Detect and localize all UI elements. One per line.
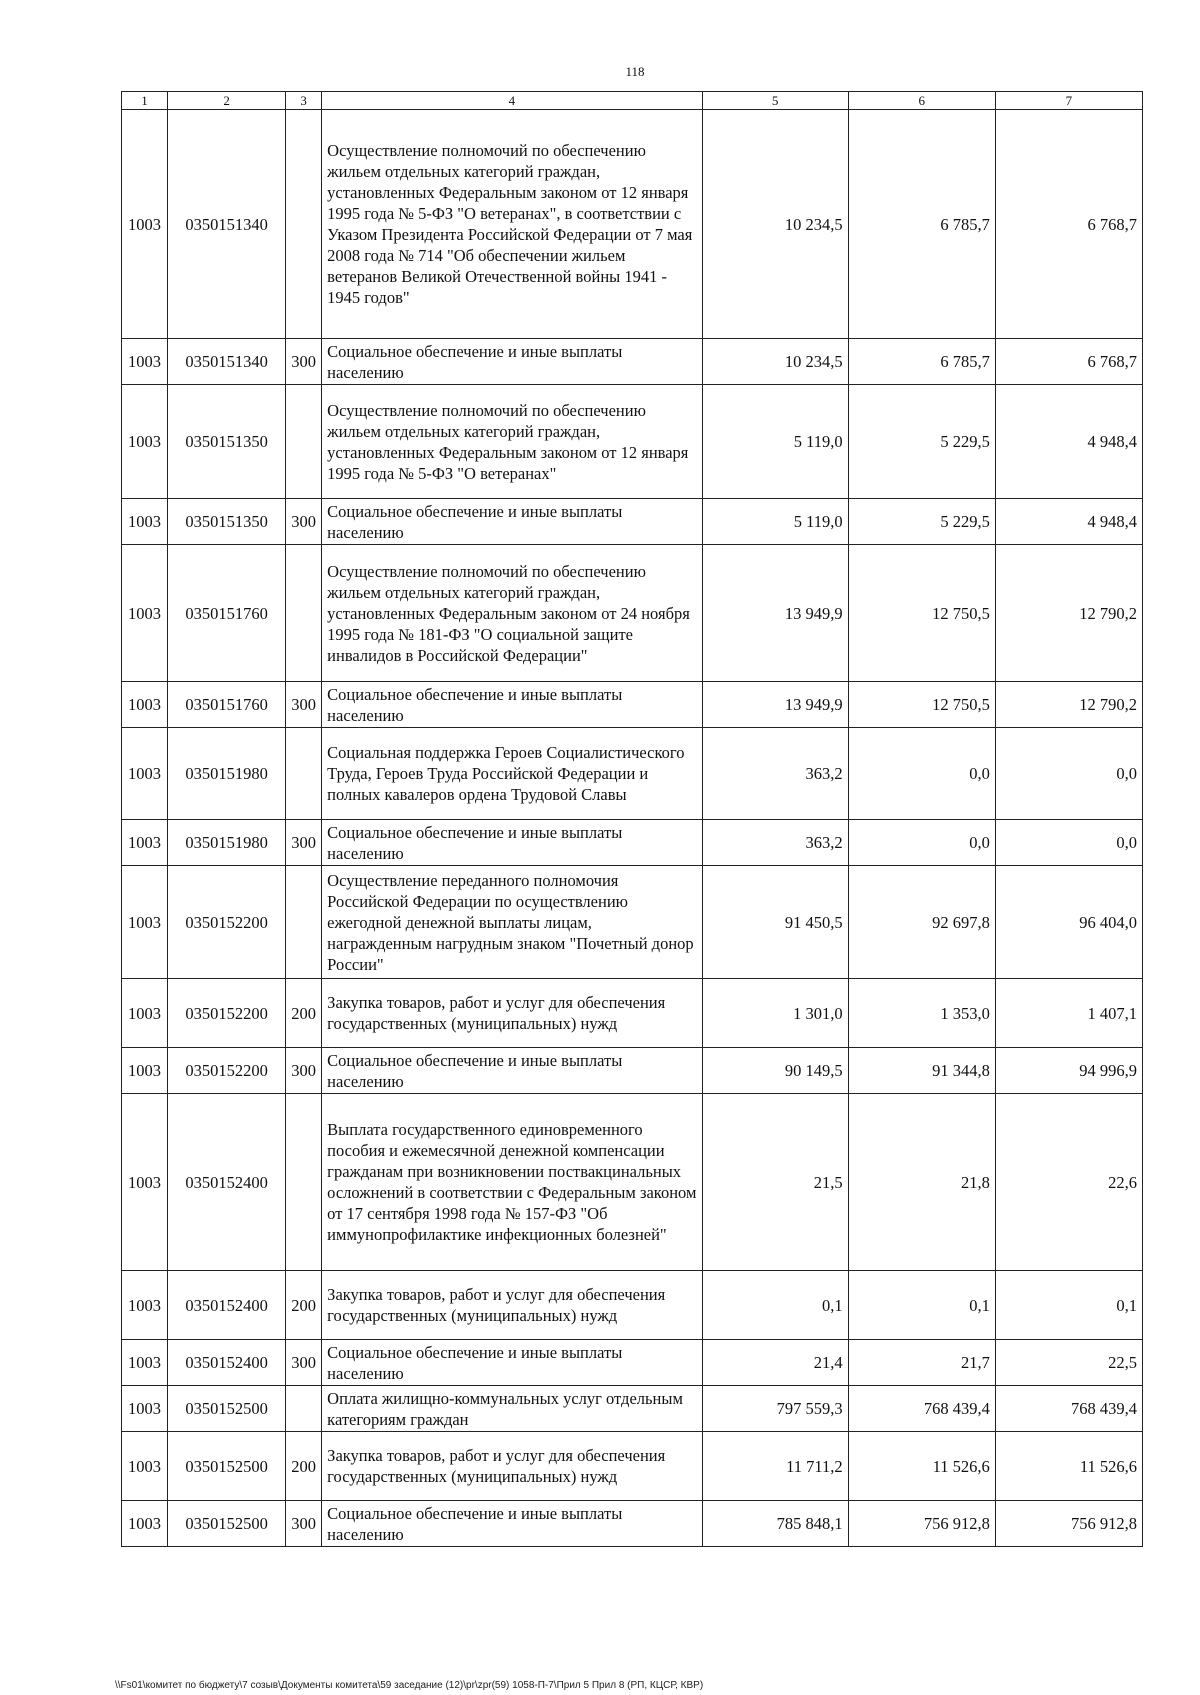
expense-type-code: 300 bbox=[286, 499, 322, 545]
expense-type-code: 300 bbox=[286, 682, 322, 728]
amount-col5: 91 450,5 bbox=[702, 866, 848, 979]
amount-col7: 0,1 bbox=[995, 1271, 1142, 1340]
amount-col7: 12 790,2 bbox=[995, 682, 1142, 728]
section-code: 1003 bbox=[122, 682, 168, 728]
table-row bbox=[122, 339, 1143, 385]
footer-file-path: \\Fs01\комитет по бюджету\7 созыв\Документы комитета\59 заседание (12)\pr\zpr(59) 1058-П-7\Прил 5 Прил 8 (РП, КЦСР, КВР) bbox=[115, 1680, 704, 1691]
amount-col5: 10 234,5 bbox=[702, 339, 848, 385]
amount-col7: 96 404,0 bbox=[995, 866, 1142, 979]
amount-col5: 90 149,5 bbox=[702, 1048, 848, 1094]
expense-type-code bbox=[286, 385, 322, 499]
table-row bbox=[122, 1094, 1143, 1271]
expense-type-code: 300 bbox=[286, 339, 322, 385]
expense-type-code: 300 bbox=[286, 820, 322, 866]
table-row bbox=[122, 110, 1143, 339]
amount-col6: 21,8 bbox=[848, 1094, 995, 1271]
table-row bbox=[122, 1340, 1143, 1386]
amount-col7: 94 996,9 bbox=[995, 1048, 1142, 1094]
section-code: 1003 bbox=[122, 1048, 168, 1094]
amount-col6: 0,0 bbox=[848, 728, 995, 820]
amount-col5: 1 301,0 bbox=[702, 979, 848, 1048]
item-name: Закупка товаров, работ и услуг для обеспечения государственных (муниципальных) нужд bbox=[322, 1271, 702, 1340]
table-row bbox=[122, 866, 1143, 979]
target-article-code: 0350151760 bbox=[168, 545, 286, 682]
amount-col5: 0,1 bbox=[702, 1271, 848, 1340]
table-row bbox=[122, 545, 1143, 682]
amount-col5: 5 119,0 bbox=[702, 385, 848, 499]
section-code: 1003 bbox=[122, 866, 168, 979]
budget-table bbox=[121, 91, 1143, 1547]
amount-col5: 10 234,5 bbox=[702, 110, 848, 339]
table-row bbox=[122, 385, 1143, 499]
table-row bbox=[122, 1432, 1143, 1501]
amount-col7: 1 407,1 bbox=[995, 979, 1142, 1048]
amount-col7: 22,5 bbox=[995, 1340, 1142, 1386]
table-row bbox=[122, 682, 1143, 728]
target-article-code: 0350152200 bbox=[168, 1048, 286, 1094]
item-name: Осуществление полномочий по обеспечению жильем отдельных категорий граждан, установленных Федеральным законом от 12 января 1995 года № 5-ФЗ "О ветеранах", в соответствии с Указом Президента Российской Федерации от 7 мая 2008 года № 714 "Об обеспечении жильем ветеранов Великой Отечественной войны 1941 - 1945 годов" bbox=[322, 110, 702, 339]
item-name: Осуществление полномочий по обеспечению жильем отдельных категорий граждан, установленных Федеральным законом от 12 января 1995 года № 5-ФЗ "О ветеранах" bbox=[322, 385, 702, 499]
amount-col5: 363,2 bbox=[702, 728, 848, 820]
target-article-code: 0350152200 bbox=[168, 866, 286, 979]
column-header: 4 bbox=[322, 92, 702, 110]
expense-type-code: 300 bbox=[286, 1048, 322, 1094]
table-row bbox=[122, 1386, 1143, 1432]
amount-col6: 0,1 bbox=[848, 1271, 995, 1340]
section-code: 1003 bbox=[122, 728, 168, 820]
amount-col7: 0,0 bbox=[995, 820, 1142, 866]
amount-col5: 363,2 bbox=[702, 820, 848, 866]
amount-col6: 12 750,5 bbox=[848, 682, 995, 728]
amount-col6: 21,7 bbox=[848, 1340, 995, 1386]
amount-col6: 5 229,5 bbox=[848, 499, 995, 545]
amount-col6: 92 697,8 bbox=[848, 866, 995, 979]
table-row bbox=[122, 499, 1143, 545]
target-article-code: 0350152500 bbox=[168, 1386, 286, 1432]
expense-type-code: 200 bbox=[286, 979, 322, 1048]
column-header: 5 bbox=[702, 92, 848, 110]
target-article-code: 0350152400 bbox=[168, 1094, 286, 1271]
column-header: 3 bbox=[286, 92, 322, 110]
amount-col6: 1 353,0 bbox=[848, 979, 995, 1048]
amount-col6: 11 526,6 bbox=[848, 1432, 995, 1501]
amount-col5: 797 559,3 bbox=[702, 1386, 848, 1432]
table-row bbox=[122, 979, 1143, 1048]
item-name: Осуществление переданного полномочия Российской Федерации по осуществлению ежегодной денежной выплаты лицам, награжденным нагрудным знаком "Почетный донор России" bbox=[322, 866, 702, 979]
item-name: Социальное обеспечение и иные выплаты населению bbox=[322, 339, 702, 385]
section-code: 1003 bbox=[122, 1271, 168, 1340]
target-article-code: 0350151350 bbox=[168, 499, 286, 545]
section-code: 1003 bbox=[122, 1340, 168, 1386]
amount-col7: 6 768,7 bbox=[995, 110, 1142, 339]
section-code: 1003 bbox=[122, 339, 168, 385]
item-name: Закупка товаров, работ и услуг для обеспечения государственных (муниципальных) нужд bbox=[322, 979, 702, 1048]
section-code: 1003 bbox=[122, 499, 168, 545]
amount-col7: 0,0 bbox=[995, 728, 1142, 820]
amount-col5: 5 119,0 bbox=[702, 499, 848, 545]
section-code: 1003 bbox=[122, 1501, 168, 1547]
table-row bbox=[122, 728, 1143, 820]
target-article-code: 0350152400 bbox=[168, 1340, 286, 1386]
amount-col6: 768 439,4 bbox=[848, 1386, 995, 1432]
expense-type-code bbox=[286, 545, 322, 682]
column-header: 1 bbox=[122, 92, 168, 110]
column-header: 6 bbox=[848, 92, 995, 110]
amount-col7: 4 948,4 bbox=[995, 499, 1142, 545]
table-row bbox=[122, 1501, 1143, 1547]
item-name: Оплата жилищно-коммунальных услуг отдельным категориям граждан bbox=[322, 1386, 702, 1432]
target-article-code: 0350151980 bbox=[168, 820, 286, 866]
item-name: Социальная поддержка Героев Социалистического Труда, Героев Труда Российской Федерации и полных кавалеров ордена Трудовой Славы bbox=[322, 728, 702, 820]
amount-col6: 5 229,5 bbox=[848, 385, 995, 499]
amount-col5: 11 711,2 bbox=[702, 1432, 848, 1501]
amount-col5: 13 949,9 bbox=[702, 682, 848, 728]
column-number-row bbox=[122, 92, 1143, 110]
section-code: 1003 bbox=[122, 545, 168, 682]
target-article-code: 0350151760 bbox=[168, 682, 286, 728]
amount-col7: 11 526,6 bbox=[995, 1432, 1142, 1501]
item-name: Социальное обеспечение и иные выплаты населению bbox=[322, 1048, 702, 1094]
expense-type-code bbox=[286, 1386, 322, 1432]
expense-type-code: 300 bbox=[286, 1340, 322, 1386]
amount-col7: 4 948,4 bbox=[995, 385, 1142, 499]
item-name: Социальное обеспечение и иные выплаты населению bbox=[322, 820, 702, 866]
table-row bbox=[122, 1048, 1143, 1094]
target-article-code: 0350152200 bbox=[168, 979, 286, 1048]
amount-col5: 785 848,1 bbox=[702, 1501, 848, 1547]
target-article-code: 0350151340 bbox=[168, 110, 286, 339]
column-header: 2 bbox=[168, 92, 286, 110]
item-name: Закупка товаров, работ и услуг для обеспечения государственных (муниципальных) нужд bbox=[322, 1432, 702, 1501]
amount-col6: 0,0 bbox=[848, 820, 995, 866]
table-row bbox=[122, 1271, 1143, 1340]
section-code: 1003 bbox=[122, 1094, 168, 1271]
item-name: Социальное обеспечение и иные выплаты населению bbox=[322, 499, 702, 545]
target-article-code: 0350151340 bbox=[168, 339, 286, 385]
section-code: 1003 bbox=[122, 820, 168, 866]
amount-col5: 21,5 bbox=[702, 1094, 848, 1271]
expense-type-code bbox=[286, 866, 322, 979]
amount-col6: 6 785,7 bbox=[848, 339, 995, 385]
section-code: 1003 bbox=[122, 979, 168, 1048]
expense-type-code bbox=[286, 1094, 322, 1271]
amount-col5: 21,4 bbox=[702, 1340, 848, 1386]
target-article-code: 0350152400 bbox=[168, 1271, 286, 1340]
target-article-code: 0350151980 bbox=[168, 728, 286, 820]
column-header: 7 bbox=[995, 92, 1142, 110]
item-name: Социальное обеспечение и иные выплаты населению bbox=[322, 1340, 702, 1386]
item-name: Социальное обеспечение и иные выплаты населению bbox=[322, 682, 702, 728]
amount-col7: 768 439,4 bbox=[995, 1386, 1142, 1432]
section-code: 1003 bbox=[122, 110, 168, 339]
expense-type-code: 300 bbox=[286, 1501, 322, 1547]
expense-type-code: 200 bbox=[286, 1432, 322, 1501]
target-article-code: 0350152500 bbox=[168, 1432, 286, 1501]
item-name: Осуществление полномочий по обеспечению жильем отдельных категорий граждан, установленных Федеральным законом от 24 ноября 1995 года № 181-ФЗ "О социальной защите инвалидов в Российской Федерации" bbox=[322, 545, 702, 682]
expense-type-code bbox=[286, 728, 322, 820]
target-article-code: 0350152500 bbox=[168, 1501, 286, 1547]
expense-type-code bbox=[286, 110, 322, 339]
expense-type-code: 200 bbox=[286, 1271, 322, 1340]
item-name: Социальное обеспечение и иные выплаты населению bbox=[322, 1501, 702, 1547]
amount-col6: 756 912,8 bbox=[848, 1501, 995, 1547]
table-row bbox=[122, 820, 1143, 866]
target-article-code: 0350151350 bbox=[168, 385, 286, 499]
amount-col6: 6 785,7 bbox=[848, 110, 995, 339]
section-code: 1003 bbox=[122, 385, 168, 499]
page-number: 118 bbox=[625, 64, 645, 79]
amount-col6: 12 750,5 bbox=[848, 545, 995, 682]
amount-col7: 6 768,7 bbox=[995, 339, 1142, 385]
item-name: Выплата государственного единовременного пособия и ежемесячной денежной компенсации гражданам при возникновении поствакцинальных осложнений в соответствии с Федеральным законом от 17 сентября 1998 года № 157-ФЗ "Об иммунопрофилактике инфекционных болезней" bbox=[322, 1094, 702, 1271]
amount-col6: 91 344,8 bbox=[848, 1048, 995, 1094]
section-code: 1003 bbox=[122, 1386, 168, 1432]
amount-col7: 756 912,8 bbox=[995, 1501, 1142, 1547]
amount-col7: 12 790,2 bbox=[995, 545, 1142, 682]
amount-col5: 13 949,9 bbox=[702, 545, 848, 682]
amount-col7: 22,6 bbox=[995, 1094, 1142, 1271]
section-code: 1003 bbox=[122, 1432, 168, 1501]
